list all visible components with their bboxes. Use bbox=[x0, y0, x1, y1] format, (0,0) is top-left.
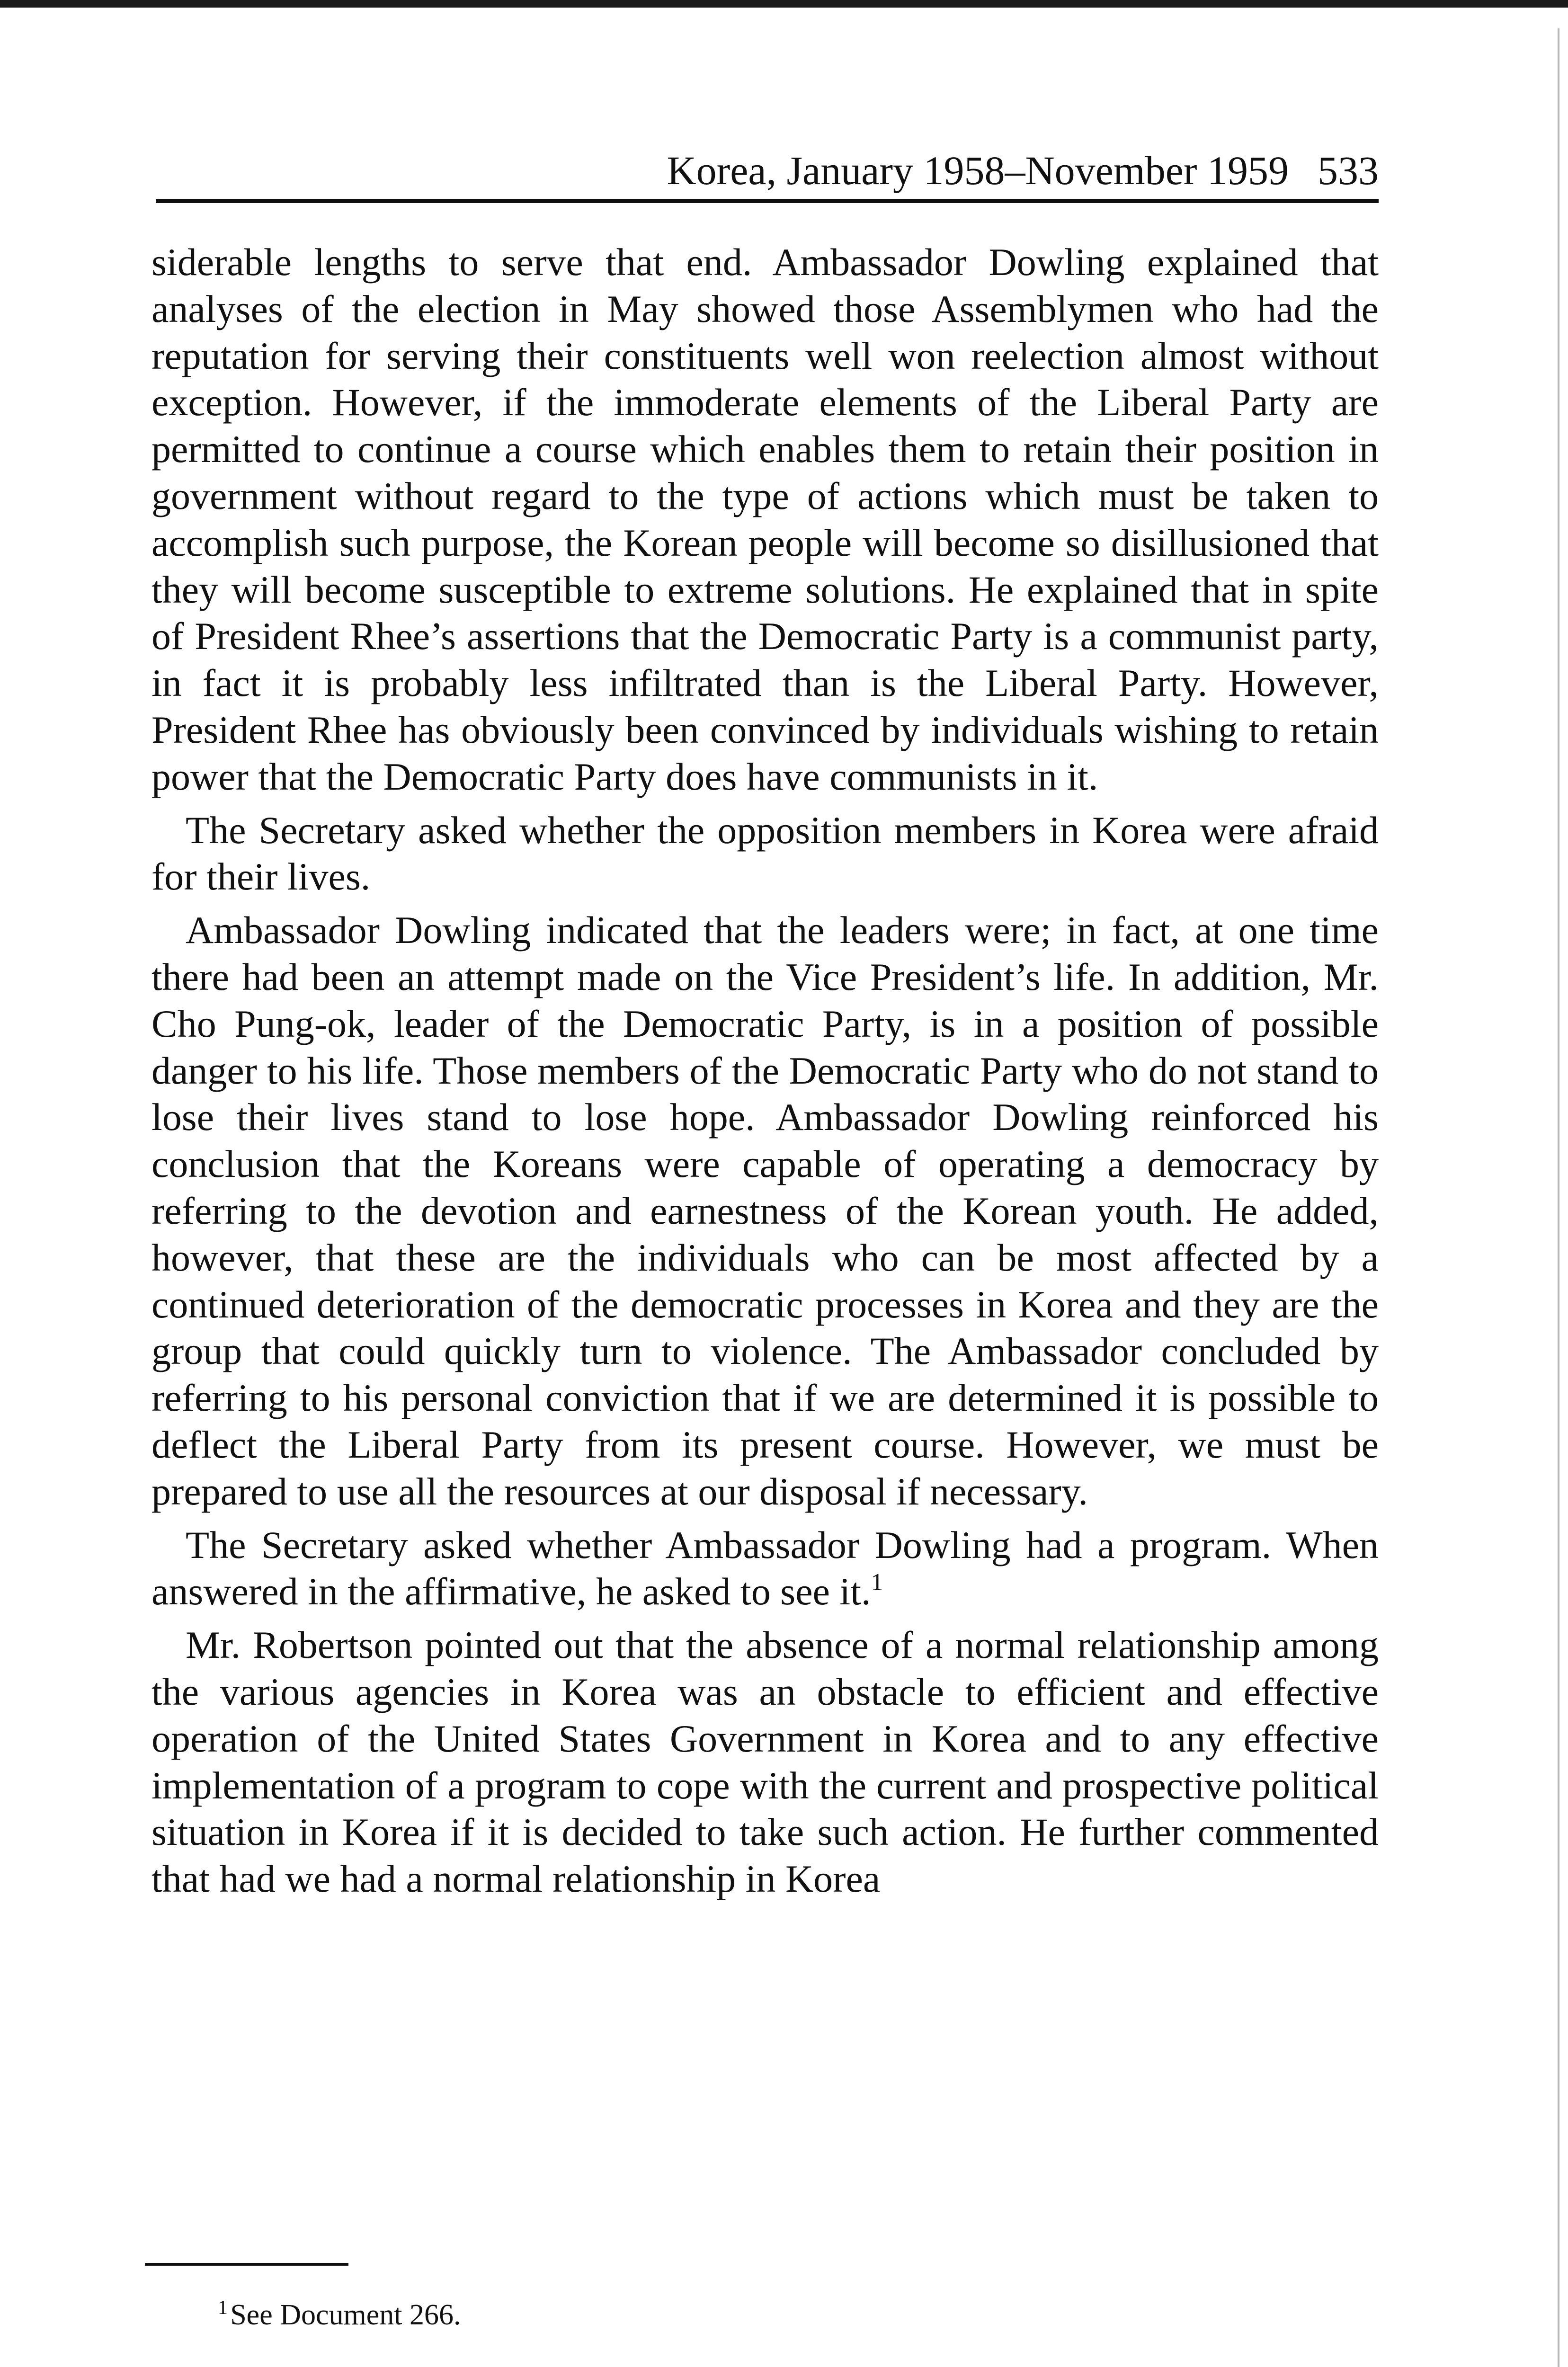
scan-edge-top bbox=[0, 0, 1568, 8]
paragraph-1: siderable lengths to serve that end. Ambassador Dowling explained that analyses of the election in May showed those Assemblymen who had the reputation for serving their constituents well won reelection almost without exception. However, if the immoderate elements of the Liberal Party are permitted to continue a course which enables them to retain their position in government without regard to the type of actions which must be taken to accomplish such purpose, the Korean people will become so disillusioned that they will become susceptible to extreme solutions. He explained that in spite of President Rhee’s assertions that the Democratic Party is a communist party, in fact it is probably less infiltrated than is the Liberal Party. However, President Rhee has obviously been convinced by individuals wishing to retain power that the Democratic Party does have communists in it. bbox=[151, 240, 1379, 798]
scan-edge-right bbox=[1558, 28, 1559, 2367]
header-rule bbox=[156, 199, 1379, 203]
footnote-marker: 1 bbox=[218, 2297, 228, 2319]
footnote bbox=[218, 2296, 461, 2334]
paragraph-2: The Secretary asked whether the opposition members in Korea were afraid for their lives. bbox=[151, 808, 1379, 899]
footnote-reference[interactable]: 1 bbox=[871, 1569, 883, 1596]
body-text bbox=[151, 239, 1379, 1909]
paragraph-5: Mr. Robertson pointed out that the absence of a normal relationship among the various agencies in Korea was an obstacle to efficient and effective operation of the United States Government in Korea and to any effective implementation of a program to cope with the current and prospective political situation in Korea if it is decided to take such action. He further commented that had we had a normal relationship in Korea bbox=[151, 1623, 1379, 1901]
running-title: Korea, January 1958–November 1959 bbox=[667, 148, 1289, 193]
footnote-rule bbox=[145, 2263, 348, 2266]
page-number: 533 bbox=[1318, 148, 1379, 193]
paragraph-3: Ambassador Dowling indicated that the leaders were; in fact, at one time there had been an attempt made on the Vice President’s life. In addition, Mr. Cho Pung-ok, leader of the Democratic Party, is in a position of possible danger to his life. Those members of the Democratic Party who do not stand to lose their lives stand to lose hope. Ambassador Dowling reinforced his conclusion that the Koreans were capable of operating a democracy by referring to the devotion and earnestness of the Korean youth. He added, however, that these are the individuals who can be most affected by a continued deterioration of the democratic processes in Korea and they are the group that could quickly turn to violence. The Ambassador concluded by referring to his personal conviction that if we are determined it is possible to deflect the Liberal Party from its present course. However, we must be prepared to use all the resources at our disposal if necessary. bbox=[151, 908, 1379, 1513]
paragraph-4 bbox=[151, 1522, 1379, 1616]
paragraph-4-text: The Secretary asked whether Ambassador Dowling had a program. When answered in the affirmative, he asked to see it. bbox=[151, 1523, 1379, 1613]
footnote-text: See Document 266. bbox=[230, 2299, 461, 2331]
running-head bbox=[156, 144, 1379, 196]
